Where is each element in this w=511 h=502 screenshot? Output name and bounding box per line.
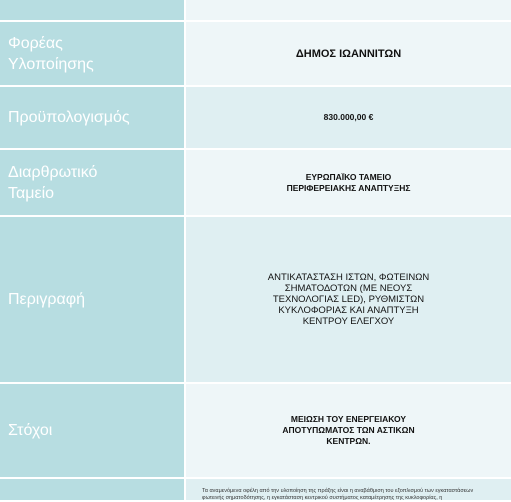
fund-value: ΕΥΡΩΠΑΪΚΟ ΤΑΜΕΙΟ ΠΕΡΙΦΕΡΕΙΑΚΗΣ ΑΝΑΠΤΥΞΗΣ (186, 150, 511, 215)
row-label-description: Περιγραφή (0, 217, 184, 382)
benefits-value: Τα αναμενόμενα οφέλη από την υλοποίηση της πράξης είναι η αναβάθμιση του εξοπλισμού των εγκαταστάσεων φωτεινής σηματοδότησης, η εγκατάσταση κεντρικού συστήματος καταμέτρησης της κυκλοφορίας, η (186, 479, 511, 500)
row-label-bottom (0, 479, 184, 500)
row-label-goals: Στόχοι (0, 384, 184, 477)
table-row-bottom (0, 479, 511, 500)
row-label-fund: Διαρθρωτικό Ταμείο (0, 150, 184, 215)
row-value-top (186, 0, 511, 20)
agency-value: ΔΗΜΟΣ ΙΩΑΝΝΙΤΩΝ (186, 22, 511, 85)
table-row-description (0, 217, 511, 382)
row-label-budget: Προϋπολογισμός (0, 87, 184, 148)
table-row-fund (0, 150, 511, 215)
table-row-goals (0, 384, 511, 477)
budget-value: 830.000,00 € (186, 87, 511, 148)
table-row-budget (0, 87, 511, 148)
row-label-top (0, 0, 184, 20)
description-value: ΑΝΤΙΚΑΤΑΣΤΑΣΗ ΙΣΤΩΝ, ΦΩΤΕΙΝΩΝ ΣΗΜΑΤΟΔΟΤΩΝ (ΜΕ ΝΕΟΥΣ ΤΕΧΝΟΛΟΓΙΑΣ LED), ΡΥΘΜΙΣΤΩΝ ΚΥΚΛΟΦΟΡΙΑΣ ΚΑΙ ΑΝΑΠΤΥΞΗ ΚΕΝΤΡΟΥ ΕΛΕΓΧΟΥ (186, 217, 511, 382)
goals-value: ΜΕΙΩΣΗ ΤΟΥ ΕΝΕΡΓΕΙΑΚΟΥ ΑΠΟΤΥΠΩΜΑΤΟΣ ΤΩΝ ΑΣΤΙΚΩΝ ΚΕΝΤΡΩΝ. (186, 384, 511, 477)
table-row-top (0, 0, 511, 20)
row-label-agency: Φορέας Υλοποίησης (0, 22, 184, 85)
table-row-agency (0, 22, 511, 85)
